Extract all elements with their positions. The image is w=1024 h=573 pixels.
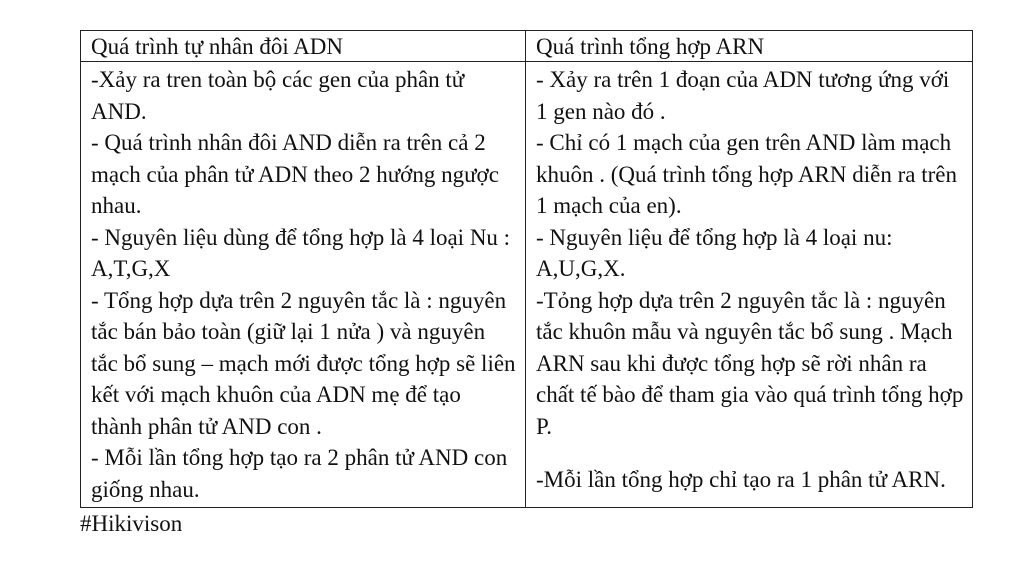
dna-point-strands: - Quá trình nhân đôi AND diễn ra trên cả 2 mạch của phân tử ADN theo 2 hướng ngược nhau.: [91, 130, 499, 218]
rna-synthesis-cell: [526, 62, 973, 508]
document: [80, 30, 972, 539]
dna-point-products: - Mỗi lần tổng hợp tạo ra 2 phân tử AND con giống nhau.: [91, 445, 508, 502]
rna-point-materials: - Nguyên liệu để tổng hợp là 4 loại nu: A,U,G,X.: [536, 224, 893, 281]
header-rna-synthesis: Quá trình tổng hợp ARN: [526, 31, 973, 62]
rna-point-principles: -Tỏng hợp dựa trên 2 nguyên tắc là : nguyên tắc khuôn mẫu và nguyên tắc bổ sung . Mạch ARN sau khi được tổng hợp sẽ rời nhân ra chất tế bào để tham gia vào quá trình tổng hợp P.: [536, 287, 964, 439]
dna-point-location: -Xảy ra tren toàn bộ các gen của phân tử AND.: [91, 67, 465, 124]
blank-spacer: [536, 442, 964, 464]
rna-point-strands: - Chỉ có 1 mạch của gen trên AND làm mạch khuôn . (Quá trình tổng hợp ARN diễn ra trên 1 mạch của en).: [536, 130, 957, 218]
footer-tag: #Hikivison: [80, 511, 183, 536]
comparison-table: [80, 30, 973, 508]
header-dna-replication: Quá trình tự nhân đôi ADN: [81, 31, 526, 62]
table-header-row: [81, 31, 973, 62]
rna-point-location: - Xảy ra trên 1 đoạn của ADN tương ứng với 1 gen nào đó .: [536, 67, 950, 124]
dna-replication-cell: [81, 62, 526, 508]
table-body-row: [81, 62, 973, 508]
dna-point-materials: - Nguyên liệu dùng để tổng hợp là 4 loại Nu : A,T,G,X: [91, 224, 511, 281]
dna-point-principles: - Tổng hợp dựa trên 2 nguyên tắc là : nguyên tắc bán bảo toàn (giữ lại 1 nửa ) và nguyên tắc bổ sung – mạch mới được tổng hợp sẽ liên kết với mạch khuôn của ADN mẹ để tạo thành phân tử AND con .: [91, 287, 516, 439]
rna-point-products: -Mỗi lần tổng hợp chỉ tạo ra 1 phân tử ARN.: [536, 467, 946, 492]
